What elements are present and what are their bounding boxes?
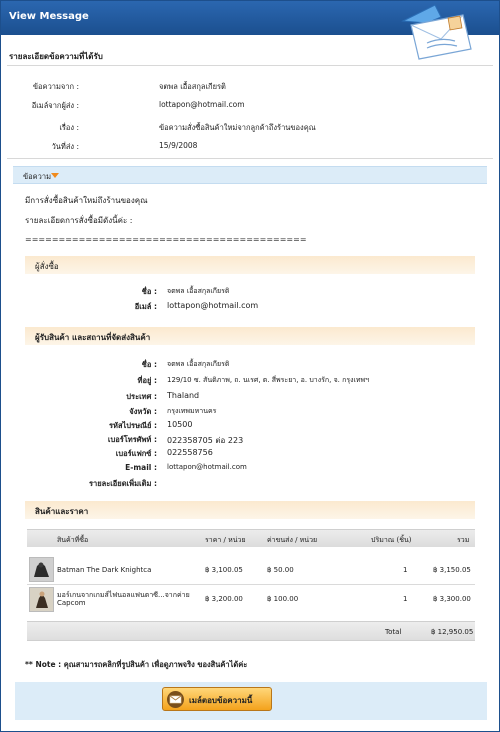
product-qty: 1 xyxy=(403,566,408,574)
field-label: ที่อยู่ : xyxy=(137,376,157,385)
field-label: รหัสไปรษณีย์ : xyxy=(108,421,157,430)
product-total: ฿ 3,150.05 xyxy=(433,566,471,574)
subject-title: รายละเอียดข้อความที่ได้รับ xyxy=(9,52,103,61)
message-bar-label: ข้อความ xyxy=(23,172,52,181)
info-row-email xyxy=(1,100,499,112)
column-header: สินค้าที่ซื้อ xyxy=(57,536,89,544)
field-label: เบอร์แฟกซ์ : xyxy=(115,449,157,458)
batman-figure-icon xyxy=(30,558,53,581)
section-title: ผู้สั่งซื้อ xyxy=(35,262,59,271)
field-value: 022358705 ต่อ 223 xyxy=(167,436,244,445)
product-shipping: ฿ 50.00 xyxy=(267,566,294,574)
envelope-with-arrow-icon xyxy=(397,3,477,63)
products-section-header xyxy=(25,501,475,519)
field-value: 10500 xyxy=(167,420,193,429)
message-bar[interactable] xyxy=(13,166,487,184)
info-value: จตพล เอื้อสกุลเกียรติ xyxy=(159,82,226,91)
field-value: lottapon@hotmail.com xyxy=(167,463,247,471)
info-row-from xyxy=(1,81,499,93)
body-line: รายละเอียดการสั่งซื้อมีดังนี้ค่ะ : xyxy=(25,216,133,225)
field-value: 022558756 xyxy=(167,448,213,457)
info-label: วันที่ส่ง : xyxy=(51,142,79,151)
window-title: View Message xyxy=(9,11,89,22)
divider xyxy=(7,65,493,66)
product-price: ฿ 3,200.00 xyxy=(205,595,243,603)
product-price: ฿ 3,100.05 xyxy=(205,566,243,574)
product-shipping: ฿ 100.00 xyxy=(267,595,299,603)
info-label: ข้อความจาก : xyxy=(32,82,79,91)
field-label: ชื่อ : xyxy=(141,287,157,296)
total-label: Total xyxy=(385,628,402,636)
row-divider xyxy=(27,584,475,585)
info-value: 15/9/2008 xyxy=(159,141,198,150)
field-value: Thaland xyxy=(167,391,200,400)
body-line: มีการสั่งซื้อสินค้าใหม่ถึงร้านของคุณ xyxy=(25,196,148,205)
reply-button-label: เมล์ตอบข้อความนี้ xyxy=(189,696,253,705)
info-label: อีเมล์จากผู้ส่ง : xyxy=(31,101,79,110)
field-label: ชื่อ : xyxy=(141,360,157,369)
total-value: ฿ 12,950.05 xyxy=(431,628,474,636)
products-table-header xyxy=(27,529,475,547)
column-header: ราคา / หน่วย xyxy=(205,536,246,544)
field-value: กรุงเทพมหานคร xyxy=(167,407,217,415)
column-header: ปริมาณ (ชิ้น) xyxy=(371,536,412,544)
field-label: จังหวัด : xyxy=(129,407,157,416)
section-title: ผู้รับสินค้า และสถานที่จัดส่งสินค้า xyxy=(35,333,151,342)
info-value: lottapon@hotmail.com xyxy=(159,100,245,109)
mail-reply-icon xyxy=(167,691,184,708)
body-separator: ========================================== xyxy=(25,235,307,244)
field-label: อีเมล์ : xyxy=(134,302,157,311)
column-header: ค่าขนส่ง / หน่วย xyxy=(267,536,318,544)
buyer-section-header xyxy=(25,256,475,274)
product-qty: 1 xyxy=(403,595,408,603)
divider xyxy=(7,158,493,159)
field-value: 129/10 ซ. สันติภาพ, ถ. นเรศ, ต. สี่พระยา, อ. บางรัก, จ. กรุงเทพฯ xyxy=(167,376,370,384)
field-value: จตพล เอื้อสกุลเกียรติ xyxy=(167,287,230,295)
product-thumbnail[interactable] xyxy=(29,587,54,612)
product-name-link[interactable]: Capcom xyxy=(57,599,86,607)
column-header: รวม xyxy=(457,536,470,544)
field-label: ประเทศ : xyxy=(126,392,157,401)
info-row-subject xyxy=(1,122,499,134)
shipping-section-header xyxy=(25,327,475,345)
product-name-link[interactable]: Batman The Dark Knightca xyxy=(57,566,152,574)
field-value: lottapon@hotmail.com xyxy=(167,301,259,310)
figure-statue-icon xyxy=(30,588,53,611)
field-label: E-mail : xyxy=(125,463,157,472)
total-row xyxy=(27,621,475,641)
dropdown-triangle-icon[interactable] xyxy=(51,173,59,178)
product-name-link[interactable]: มอร์เกนจากเกมส์ไฟนอลแฟนตาซี...จากค่าย xyxy=(57,591,190,599)
field-label: รายละเอียดเพิ่มเติม : xyxy=(88,479,157,488)
section-title: สินค้าและราคา xyxy=(35,507,89,516)
info-row-date xyxy=(1,141,499,153)
field-label: เบอร์โทรศัพท์ : xyxy=(107,435,157,444)
info-value: ข้อความสั่งซื้อสินค้าใหม่จากลูกค้าถึงร้านของคุณ xyxy=(159,123,316,132)
product-thumbnail[interactable] xyxy=(29,557,54,582)
note-text: ** Note : คุณสามารถคลิกที่รูปสินค้า เพื่อดูภาพจริง ของสินค้าได้ค่ะ xyxy=(25,660,248,669)
product-total: ฿ 3,300.00 xyxy=(433,595,471,603)
info-label: เรื่อง : xyxy=(59,123,79,132)
field-value: จตพล เอื้อสกุลเกียรติ xyxy=(167,360,230,368)
reply-button[interactable] xyxy=(162,687,272,711)
